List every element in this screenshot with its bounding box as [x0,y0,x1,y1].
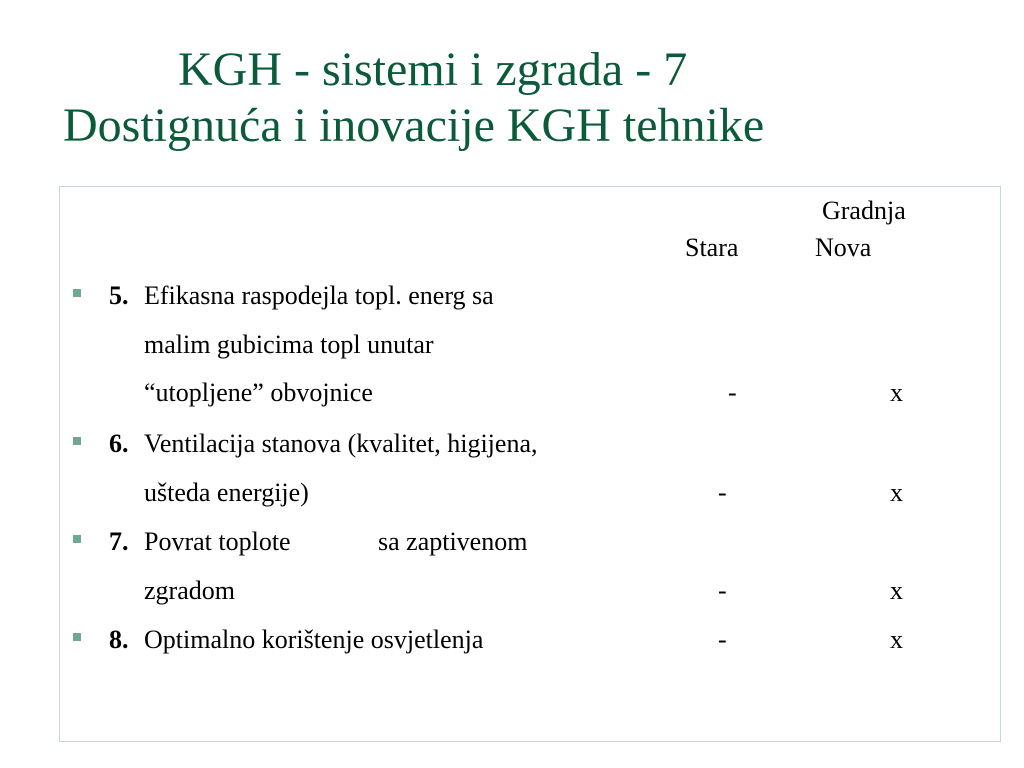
bullet-icon [73,437,81,445]
item-old-mark: - [718,576,727,605]
item-text-line: “utopljene” obvojnice [144,378,373,407]
content-box [59,186,1001,742]
item-text-line: malim gubicima topl unutar [144,330,434,359]
item-number: 6. [109,429,129,458]
item-text-line: ušteda energije) [144,478,309,507]
bullet-icon [73,289,81,297]
header-gradnja: Gradnja [822,196,906,225]
item-text-line: Povrat toplote [144,527,291,556]
slide-title [0,42,1024,154]
item-old-mark: - [718,625,727,654]
item-old-mark: - [718,478,727,507]
item-text-line: Ventilacija stanova (kvalitet, higijena, [144,429,538,458]
item-number: 7. [109,527,129,556]
bullet-icon [73,633,81,641]
item-new-mark: x [890,478,903,507]
item-new-mark: x [890,576,903,605]
item-text-line: sa zaptivenom [378,527,528,556]
bullet-icon [73,535,81,543]
item-number: 5. [109,281,129,310]
item-new-mark: x [890,378,903,407]
item-text-line: Optimalno korištenje osvjetlenja [144,625,484,654]
title-line-2: Dostignuća i inovacije KGH tehnike [63,99,765,152]
item-number: 8. [109,625,129,654]
item-text-line: Efikasna raspodejla topl. energ sa [144,281,494,310]
item-text-line: zgradom [144,576,235,605]
item-new-mark: x [890,625,903,654]
title-line-1: KGH - sistemi i zgrada - 7 [178,43,688,96]
item-old-mark: - [728,378,737,407]
header-nova: Nova [815,233,872,262]
header-stara: Stara [685,233,739,262]
